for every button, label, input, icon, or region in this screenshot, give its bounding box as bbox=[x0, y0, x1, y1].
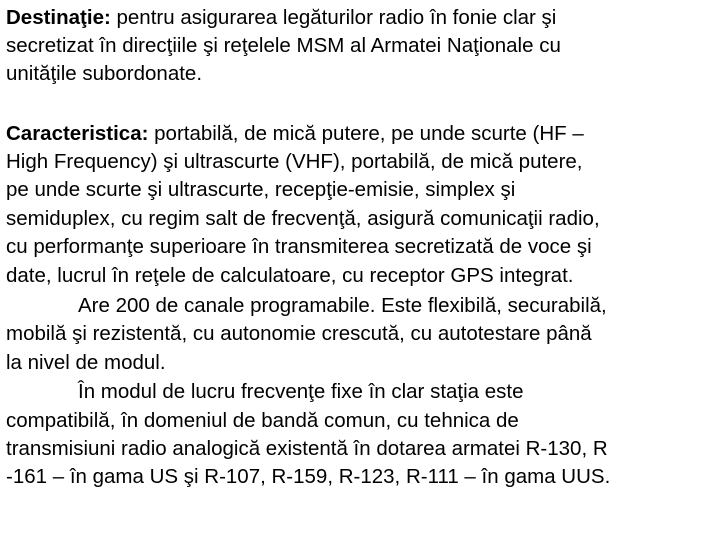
caracteristica-label: Caracteristica: bbox=[6, 122, 149, 145]
caracteristica-line-2: High Frequency) şi ultrascurte (VHF), portabilă, de mică putere, bbox=[6, 150, 583, 173]
caracteristica-line-5: cu performanţe superioare în transmiterea secretizată de voce şi bbox=[6, 235, 592, 258]
frecvente-line-3: transmisiuni radio analogică existentă în dotarea armatei R-130, R bbox=[6, 437, 608, 460]
destinatie-label: Destinaţie: bbox=[6, 6, 111, 29]
frecvente-line-1: În modul de lucru frecvenţe fixe în clar staţia este bbox=[78, 380, 524, 403]
destinatie-line-1 bbox=[6, 4, 556, 31]
caracteristica-line-1 bbox=[6, 120, 584, 147]
canale-line-2: mobilă şi rezistentă, cu autonomie crescută, cu autotestare până bbox=[6, 322, 592, 345]
caracteristica-line-6: date, lucrul în reţele de calculatoare, cu receptor GPS integrat. bbox=[6, 264, 574, 287]
canale-line-1: Are 200 de canale programabile. Este flexibilă, securabilă, bbox=[78, 294, 607, 317]
caracteristica-line-4: semiduplex, cu regim salt de frecvenţă, asigură comunicaţii radio, bbox=[6, 207, 600, 230]
frecvente-line-4: -161 – în gama US şi R-107, R-159, R-123, R-111 – în gama UUS. bbox=[6, 465, 611, 488]
destinatie-text-1: pentru asigurarea legăturilor radio în fonie clar şi bbox=[110, 6, 557, 29]
caracteristica-line-3: pe unde scurte şi ultrascurte, recepţie-emisie, simplex şi bbox=[6, 178, 516, 201]
canale-line-3: la nivel de modul. bbox=[6, 351, 166, 374]
destinatie-line-3: unităţile subordonate. bbox=[6, 62, 203, 85]
caracteristica-text-1: portabilă, de mică putere, pe unde scurte (HF – bbox=[148, 122, 584, 145]
frecvente-line-2: compatibilă, în domeniul de bandă comun, cu tehnica de bbox=[6, 409, 519, 432]
destinatie-line-2: secretizat în direcţiile şi reţelele MSM al Armatei Naţionale cu bbox=[6, 34, 561, 57]
